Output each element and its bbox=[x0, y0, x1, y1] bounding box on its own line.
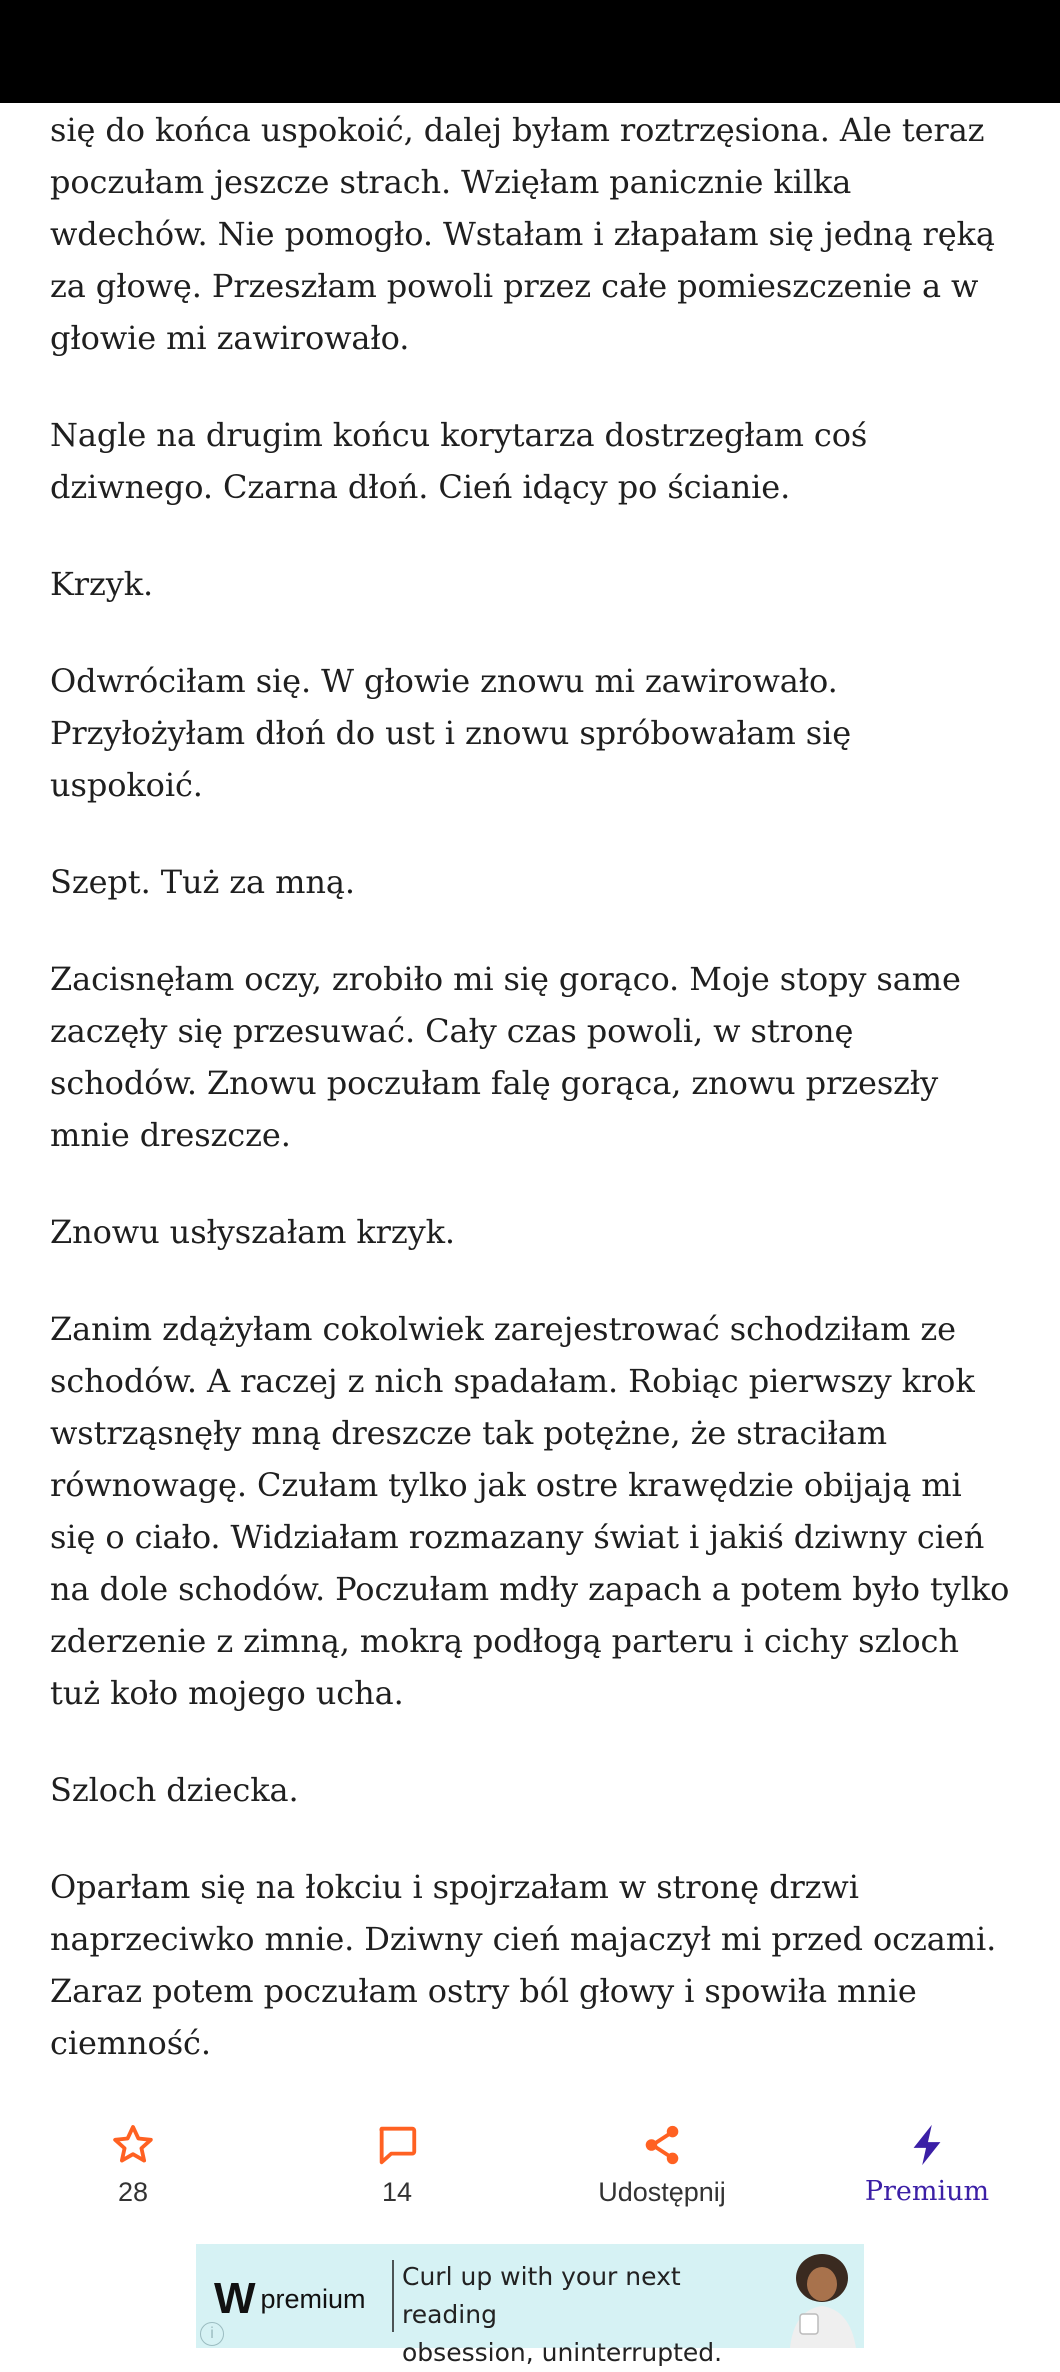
story-paragraph: Zacisnęłam oczy, zrobiło mi się gorąco. Moje stopy same zaczęły się przesuwać. Cały czas powoli, w stronę schodów. Znowu poczułam falę gorąca, znowu przeszły mnie dreszcze. bbox=[50, 960, 961, 1154]
premium-ad-banner[interactable] bbox=[196, 2244, 864, 2367]
share-button[interactable] bbox=[562, 2122, 762, 2210]
ad-info-icon[interactable]: i bbox=[200, 2322, 224, 2346]
vote-count: 28 bbox=[117, 2177, 149, 2207]
ad-tagline-line: Curl up with your next reading bbox=[402, 2262, 681, 2329]
wattpad-logo-letter: W bbox=[214, 2274, 253, 2323]
share-icon bbox=[562, 2122, 762, 2168]
story-paragraph: Nagle na drugim końcu korytarza dostrzegłam coś dziwnego. Czarna dłoń. Cień idący po ścianie. bbox=[50, 416, 868, 506]
comments-button[interactable] bbox=[297, 2122, 497, 2210]
story-paragraph: Szloch dziecka. bbox=[50, 1771, 299, 1809]
story-paragraph: się do końca uspokoić, dalej byłam roztrzęsiona. Ale teraz poczułam jeszcze strach. Wzięłam panicznie kilka wdechów. Nie pomogło. Wstałam i złapałam się jedną ręką za głowę. Przeszłam powoli przez całe pomieszczenie a w głowie mi zawirowało. bbox=[50, 111, 995, 357]
star-icon bbox=[33, 2122, 233, 2168]
story-paragraph: Szept. Tuż za mną. bbox=[50, 863, 355, 901]
lightning-icon bbox=[827, 2122, 1027, 2168]
wattpad-premium-logo bbox=[214, 2274, 366, 2324]
story-paragraph: Oparłam się na łokciu i spojrzałam w stronę drzwi naprzeciwko mnie. Dziwny cień majaczył mi przed oczami. Zaraz potem poczułam ostry ból głowy i spowiła mnie ciemność. bbox=[50, 1868, 997, 2062]
story-action-bar bbox=[0, 2122, 1060, 2232]
ad-tagline-line: obsession, uninterrupted. bbox=[402, 2338, 723, 2367]
status-bar bbox=[0, 0, 1060, 103]
ad-person-illustration bbox=[776, 2248, 864, 2348]
premium-button[interactable] bbox=[827, 2122, 1027, 2210]
comment-icon bbox=[297, 2122, 497, 2168]
ad-tagline bbox=[402, 2258, 782, 2372]
story-paragraph: Krzyk. bbox=[50, 565, 154, 603]
ad-logo-text: premium bbox=[260, 2283, 366, 2314]
story-text bbox=[50, 104, 1010, 2114]
share-label: Udostępnij bbox=[598, 2177, 726, 2207]
ad-divider bbox=[392, 2260, 394, 2332]
story-paragraph: Zanim zdążyłam cokolwiek zarejestrować schodziłam ze schodów. A raczej z nich spadałam. Robiąc pierwszy krok wstrząsnęły mną dreszcze tak potężne, że straciłam równowagę. Czułam tylko jak ostre krawędzie obijają mi się o ciało. Widziałam rozmazany świat i jakiś dziwny cień na dole schodów. Poczułam mdły zapach a potem było tylko zderzenie z zimną, mokrą podłogą parteru i cichy szloch tuż koło mojego ucha. bbox=[50, 1310, 1010, 1712]
vote-button[interactable] bbox=[33, 2122, 233, 2210]
comment-count: 14 bbox=[381, 2177, 413, 2207]
premium-label: Premium bbox=[864, 2176, 990, 2207]
story-paragraph: Odwróciłam się. W głowie znowu mi zawirowało. Przyłożyłam dłoń do ust i znowu spróbowałam się uspokoić. bbox=[50, 662, 852, 804]
story-paragraph: Znowu usłyszałam krzyk. bbox=[50, 1213, 455, 1251]
